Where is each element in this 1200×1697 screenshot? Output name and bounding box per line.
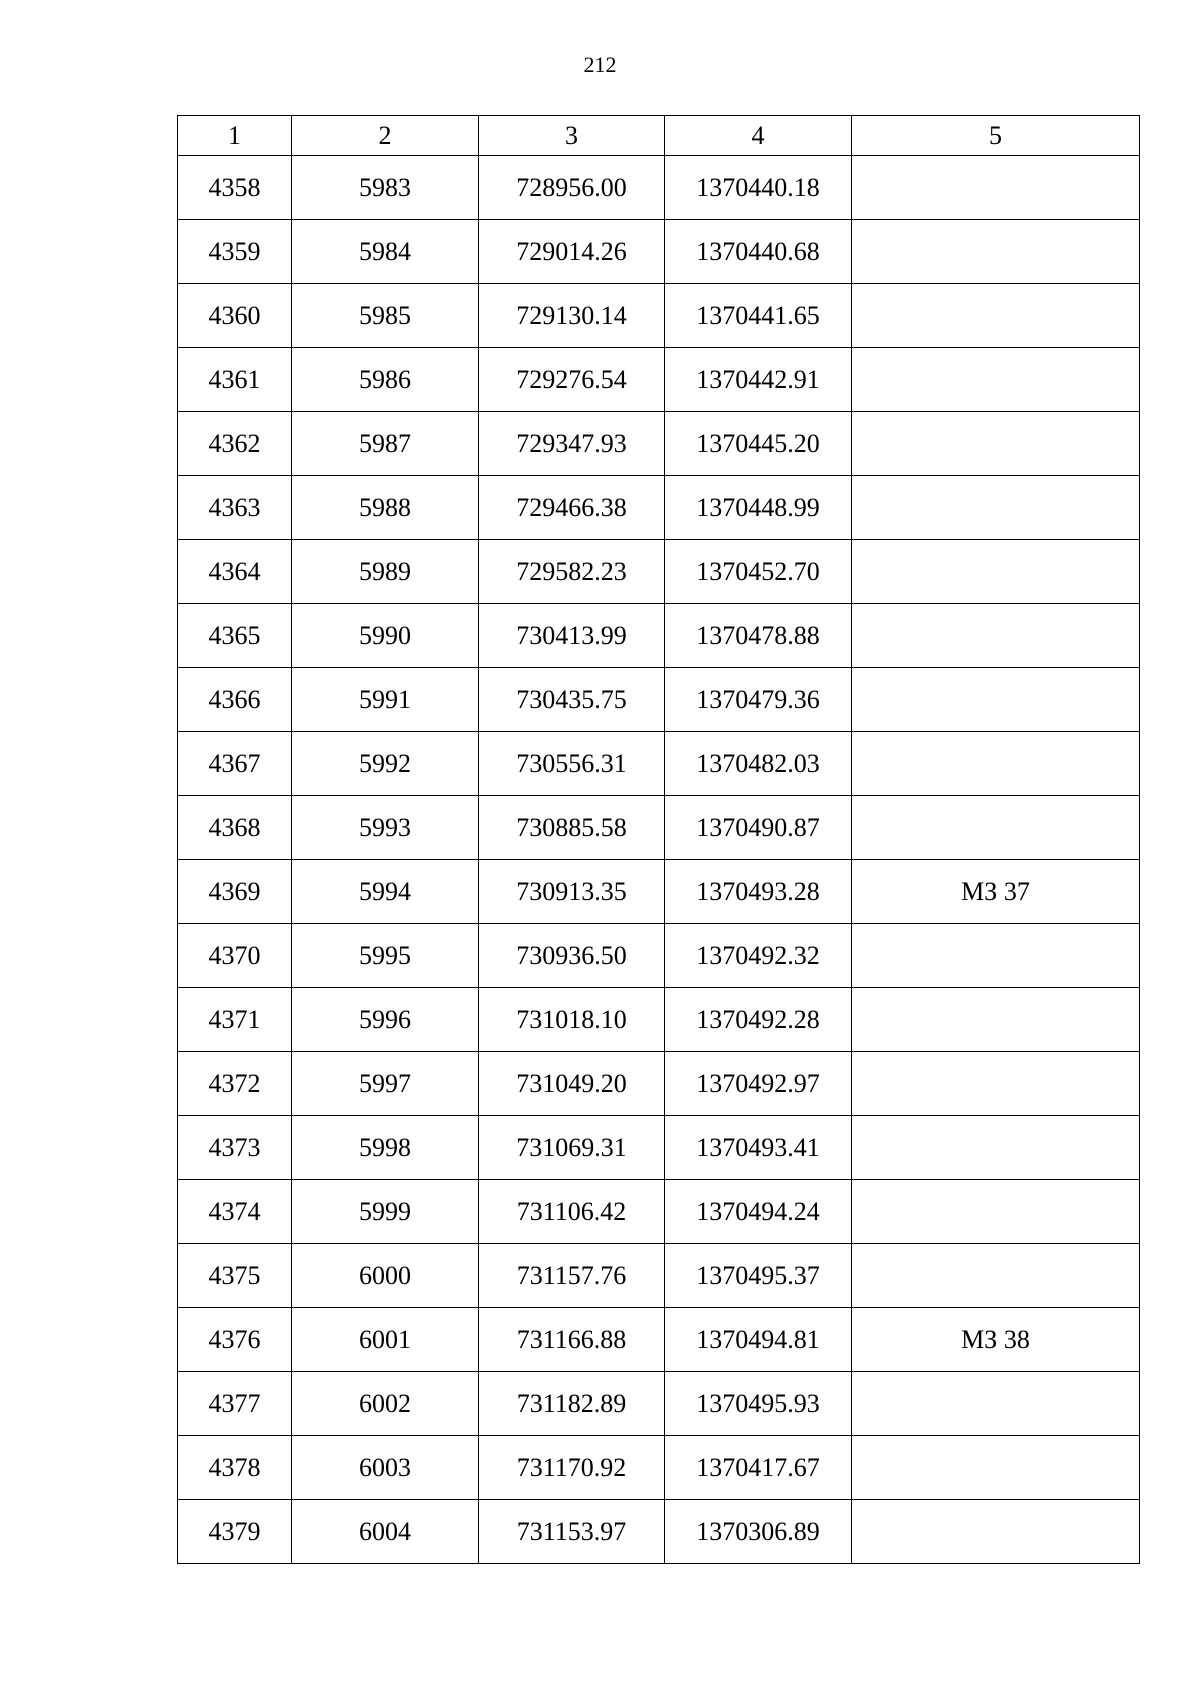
note-cell xyxy=(852,1500,1140,1564)
point-number-cell: 4359 xyxy=(178,220,292,284)
index-cell: 5993 xyxy=(292,796,479,860)
header-row xyxy=(178,116,1140,156)
index-cell: 6002 xyxy=(292,1372,479,1436)
y-coordinate-cell: 1370442.91 xyxy=(665,348,852,412)
index-cell: 5988 xyxy=(292,476,479,540)
index-cell: 6001 xyxy=(292,1308,479,1372)
point-number-cell: 4372 xyxy=(178,1052,292,1116)
point-number-cell: 4378 xyxy=(178,1436,292,1500)
y-coordinate-cell: 1370452.70 xyxy=(665,540,852,604)
note-cell xyxy=(852,1116,1140,1180)
note-cell xyxy=(852,220,1140,284)
x-coordinate-cell: 731106.42 xyxy=(479,1180,665,1244)
y-coordinate-cell: 1370479.36 xyxy=(665,668,852,732)
note-cell xyxy=(852,924,1140,988)
point-number-cell: 4373 xyxy=(178,1116,292,1180)
index-cell: 5984 xyxy=(292,220,479,284)
note-cell xyxy=(852,156,1140,220)
note-cell xyxy=(852,476,1140,540)
y-coordinate-cell: 1370440.18 xyxy=(665,156,852,220)
index-cell: 6003 xyxy=(292,1436,479,1500)
y-coordinate-cell: 1370495.37 xyxy=(665,1244,852,1308)
note-cell xyxy=(852,284,1140,348)
point-number-cell: 4360 xyxy=(178,284,292,348)
x-coordinate-cell: 731069.31 xyxy=(479,1116,665,1180)
y-coordinate-cell: 1370492.28 xyxy=(665,988,852,1052)
index-cell: 5994 xyxy=(292,860,479,924)
x-coordinate-cell: 730936.50 xyxy=(479,924,665,988)
y-coordinate-cell: 1370482.03 xyxy=(665,732,852,796)
index-cell: 5987 xyxy=(292,412,479,476)
table-row xyxy=(178,1244,1140,1308)
x-coordinate-cell: 730435.75 xyxy=(479,668,665,732)
point-number-cell: 4367 xyxy=(178,732,292,796)
x-coordinate-cell: 730885.58 xyxy=(479,796,665,860)
x-coordinate-cell: 731170.92 xyxy=(479,1436,665,1500)
header-cell-1: 1 xyxy=(178,116,292,156)
table-row xyxy=(178,412,1140,476)
point-number-cell: 4369 xyxy=(178,860,292,924)
y-coordinate-cell: 1370417.67 xyxy=(665,1436,852,1500)
note-cell xyxy=(852,1372,1140,1436)
table-row xyxy=(178,1116,1140,1180)
x-coordinate-cell: 731157.76 xyxy=(479,1244,665,1308)
index-cell: 6004 xyxy=(292,1500,479,1564)
table-row xyxy=(178,284,1140,348)
header-cell-2: 2 xyxy=(292,116,479,156)
table-row xyxy=(178,1372,1140,1436)
point-number-cell: 4364 xyxy=(178,540,292,604)
x-coordinate-cell: 731182.89 xyxy=(479,1372,665,1436)
index-cell: 5990 xyxy=(292,604,479,668)
x-coordinate-cell: 731153.97 xyxy=(479,1500,665,1564)
point-number-cell: 4377 xyxy=(178,1372,292,1436)
note-cell xyxy=(852,732,1140,796)
index-cell: 5996 xyxy=(292,988,479,1052)
y-coordinate-cell: 1370492.97 xyxy=(665,1052,852,1116)
x-coordinate-cell: 730913.35 xyxy=(479,860,665,924)
x-coordinate-cell: 729466.38 xyxy=(479,476,665,540)
index-cell: 5998 xyxy=(292,1116,479,1180)
table-row xyxy=(178,1052,1140,1116)
table-row xyxy=(178,348,1140,412)
x-coordinate-cell: 728956.00 xyxy=(479,156,665,220)
table-row xyxy=(178,220,1140,284)
y-coordinate-cell: 1370494.24 xyxy=(665,1180,852,1244)
note-cell xyxy=(852,1244,1140,1308)
y-coordinate-cell: 1370495.93 xyxy=(665,1372,852,1436)
point-number-cell: 4374 xyxy=(178,1180,292,1244)
y-coordinate-cell: 1370494.81 xyxy=(665,1308,852,1372)
page-number: 212 xyxy=(583,52,617,77)
note-cell xyxy=(852,604,1140,668)
index-cell: 5986 xyxy=(292,348,479,412)
point-number-cell: 4366 xyxy=(178,668,292,732)
note-cell xyxy=(852,988,1140,1052)
note-cell: МЗ 38 xyxy=(852,1308,1140,1372)
table-row xyxy=(178,860,1140,924)
point-number-cell: 4370 xyxy=(178,924,292,988)
table-row xyxy=(178,988,1140,1052)
x-coordinate-cell: 729347.93 xyxy=(479,412,665,476)
x-coordinate-cell: 731166.88 xyxy=(479,1308,665,1372)
y-coordinate-cell: 1370493.28 xyxy=(665,860,852,924)
index-cell: 5995 xyxy=(292,924,479,988)
note-cell xyxy=(852,668,1140,732)
table-row xyxy=(178,924,1140,988)
index-cell: 5992 xyxy=(292,732,479,796)
header-cell-3: 3 xyxy=(479,116,665,156)
table-row xyxy=(178,1180,1140,1244)
header-cell-5: 5 xyxy=(852,116,1140,156)
table-row xyxy=(178,796,1140,860)
point-number-cell: 4362 xyxy=(178,412,292,476)
x-coordinate-cell: 730556.31 xyxy=(479,732,665,796)
table-header xyxy=(178,116,1140,156)
index-cell: 5985 xyxy=(292,284,479,348)
point-number-cell: 4358 xyxy=(178,156,292,220)
table-body xyxy=(178,156,1140,1564)
y-coordinate-cell: 1370492.32 xyxy=(665,924,852,988)
x-coordinate-cell: 730413.99 xyxy=(479,604,665,668)
index-cell: 5983 xyxy=(292,156,479,220)
index-cell: 5991 xyxy=(292,668,479,732)
y-coordinate-cell: 1370306.89 xyxy=(665,1500,852,1564)
x-coordinate-cell: 729014.26 xyxy=(479,220,665,284)
point-number-cell: 4361 xyxy=(178,348,292,412)
table-row xyxy=(178,476,1140,540)
index-cell: 5989 xyxy=(292,540,479,604)
y-coordinate-cell: 1370448.99 xyxy=(665,476,852,540)
point-number-cell: 4365 xyxy=(178,604,292,668)
note-cell xyxy=(852,1180,1140,1244)
index-cell: 5999 xyxy=(292,1180,479,1244)
index-cell: 6000 xyxy=(292,1244,479,1308)
point-number-cell: 4363 xyxy=(178,476,292,540)
table-row xyxy=(178,668,1140,732)
header-cell-4: 4 xyxy=(665,116,852,156)
table-row xyxy=(178,1500,1140,1564)
note-cell xyxy=(852,1052,1140,1116)
y-coordinate-cell: 1370490.87 xyxy=(665,796,852,860)
x-coordinate-cell: 731018.10 xyxy=(479,988,665,1052)
table-row xyxy=(178,1436,1140,1500)
y-coordinate-cell: 1370445.20 xyxy=(665,412,852,476)
point-number-cell: 4375 xyxy=(178,1244,292,1308)
table-row xyxy=(178,604,1140,668)
note-cell: МЗ 37 xyxy=(852,860,1140,924)
note-cell xyxy=(852,796,1140,860)
note-cell xyxy=(852,540,1140,604)
coordinates-table xyxy=(177,115,1140,1564)
note-cell xyxy=(852,1436,1140,1500)
y-coordinate-cell: 1370441.65 xyxy=(665,284,852,348)
point-number-cell: 4371 xyxy=(178,988,292,1052)
table-row xyxy=(178,1308,1140,1372)
y-coordinate-cell: 1370493.41 xyxy=(665,1116,852,1180)
table-row xyxy=(178,156,1140,220)
y-coordinate-cell: 1370478.88 xyxy=(665,604,852,668)
x-coordinate-cell: 729276.54 xyxy=(479,348,665,412)
x-coordinate-cell: 731049.20 xyxy=(479,1052,665,1116)
point-number-cell: 4376 xyxy=(178,1308,292,1372)
point-number-cell: 4368 xyxy=(178,796,292,860)
x-coordinate-cell: 729130.14 xyxy=(479,284,665,348)
table-row xyxy=(178,540,1140,604)
x-coordinate-cell: 729582.23 xyxy=(479,540,665,604)
point-number-cell: 4379 xyxy=(178,1500,292,1564)
note-cell xyxy=(852,412,1140,476)
index-cell: 5997 xyxy=(292,1052,479,1116)
y-coordinate-cell: 1370440.68 xyxy=(665,220,852,284)
table-row xyxy=(178,732,1140,796)
note-cell xyxy=(852,348,1140,412)
